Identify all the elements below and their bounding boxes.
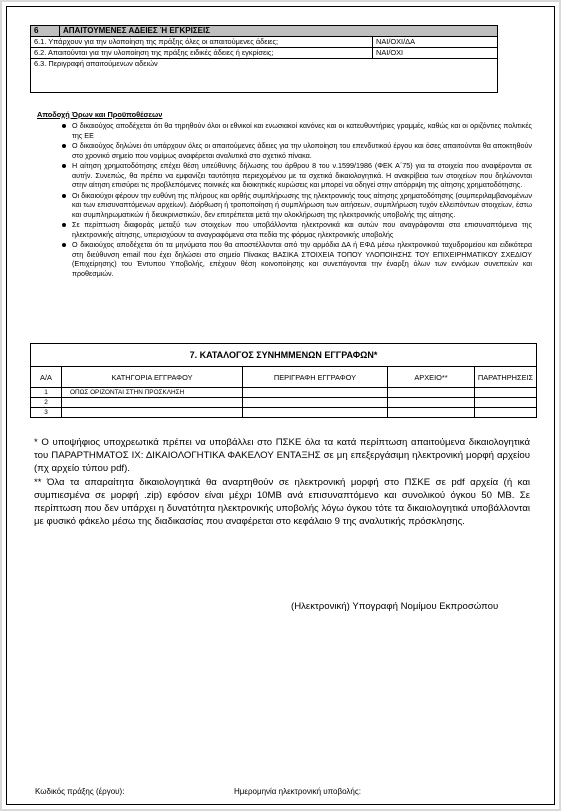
row-aa: 2 xyxy=(31,398,62,408)
section6-title: ΑΠΑΙΤΟΥΜΕΝΕΣ ΑΔΕΙΕΣ Ή ΕΓΚΡΙΣΕΙΣ xyxy=(60,26,498,37)
table-row xyxy=(31,398,537,408)
row-remarks[interactable] xyxy=(475,398,537,408)
row-aa: 3 xyxy=(31,408,62,418)
section6-row-value[interactable]: ΝΑΙ/ΟΧΙ xyxy=(373,48,498,59)
section6-row-label: 6.2. Απαιτούνται για την υλοποίηση της πράξης ειδικές άδειες ή εγκρίσεις; xyxy=(31,48,373,59)
column-header-remarks: ΠΑΡΑΤΗΡΗΣΕΙΣ xyxy=(475,367,537,388)
terms-item: Η αίτηση χρηματοδότησης επέχει θέση υπεύθυνης δήλωσης του άρθρου 8 του ν.1599/1986 (ΦΕΚ Α΄75) για τα στοιχεία που αναφέρονται σε αυτήν. Συνεπώς, θα πρέπει να εμφανίζει ταυτότητα περιεχομένου με τα σχετικά δικαιολογητικά. Η ανακρίβεια των στοιχείων που δηλώνονται στην αίτηση επισύρει τις προβλεπόμενες ποινικές και διοικητικές κυρώσεις και μπορεί να οδηγεί στην απόρριψη της αίτησης χρηματοδότησης. xyxy=(62,161,532,190)
row-remarks[interactable] xyxy=(475,388,537,398)
note-required-documents: * Ο υποψήφιος υποχρεωτικά πρέπει να υποβάλλει στο ΠΣΚΕ όλα τα κατά περίπτωση απαιτούμενα δικαιολογητικά του ΠΑΡΑΡΤΗΜΑΤΟΣ ΙΧ: ΔΙΚΑΙΟΛΟΓΗΤΙΚΑ ΦΑΚΕΛΟΥ ΕΝΤΑΞΗΣ σε μη επεξεργάσιμη ηλεκτρονική μορφή αρχείου (πχ αρχείο τύπου pdf). xyxy=(34,437,530,475)
terms-item: Σε περίπτωση διαφοράς μεταξύ των στοιχείων που υποβάλλονται ηλεκτρονικά και αυτών που αναγράφονται στα επισυναπτόμενα της ηλεκτρονικής αίτησης, υπερισχύουν τα αναγραφόμενα στα πεδία της φόρμας ηλεκτρονικής υποβολής xyxy=(62,220,532,239)
terms-item: Ο δικαιούχος δηλώνει ότι υπάρχουν όλες οι απαιτούμενες άδειες για την υλοποίηση του επενδυτικού έργου και όσες απαιτούνται θα αποκτηθούν στο χρονικό σημείο που νομίμως αναφέρεται αναλυτικά στο σχετικό πίνακα. xyxy=(62,141,532,160)
column-header-description: ΠΕΡΙΓΡΑΦΗ ΕΓΓΡΑΦΟΥ xyxy=(243,367,388,388)
row-description[interactable] xyxy=(243,398,388,408)
section6-header xyxy=(31,26,498,37)
row-category[interactable] xyxy=(62,408,243,418)
section6-row-label: 6.1. Υπάρχουν για την υλοποίηση της πράξης όλες οι απαιτούμενες άδειες; xyxy=(31,37,373,48)
column-header-aa: Α/Α xyxy=(31,367,62,388)
section6-row xyxy=(31,59,498,93)
row-aa: 1 xyxy=(31,388,62,398)
submission-date-label: Ημερομηνία ηλεκτρονική υποβολής: xyxy=(234,787,361,796)
section6-row-label[interactable]: 6.3. Περιγραφή απαιτούμενων αδειών xyxy=(31,59,498,93)
project-code-label: Κωδικός πράξης (έργου): xyxy=(35,787,125,796)
section7-column-headers xyxy=(31,367,537,388)
section7-title: 7. ΚΑΤΑΛΟΓΟΣ ΣΥΝΗΜΜΕΝΩΝ ΕΓΓΡΑΦΩΝ* xyxy=(31,344,537,367)
signature-label: (Ηλεκτρονική) Υπογραφή Νομίμου Εκπροσώπου xyxy=(291,601,499,612)
row-file[interactable] xyxy=(388,398,475,408)
row-description[interactable] xyxy=(243,388,388,398)
terms-item: Οι δικαιούχοι φέρουν την ευθύνη της πλήρους και ορθής συμπλήρωσης της ηλεκτρονικής τους αίτησης χρηματοδότησης (συμπεριλαμβανομένων και των επισυναπτόμενων αρχείων). Διόρθωση ή τροποποίηση ή συμπλήρωση των αιτήσεων, συμπλήρωση τυχόν ελλειπόντων στοιχείων, έστω και συμπληρωματικών ή διευκρινιστικών, δεν επιτρέπεται μετά την ολοκλήρωση της ηλεκτρονικής υποβολής της αίτησης. xyxy=(62,191,532,220)
column-header-category: ΚΑΤΗΓΟΡΙΑ ΕΓΓΡΑΦΟΥ xyxy=(62,367,243,388)
section6-table xyxy=(30,25,498,93)
terms-item: Ο δικαιούχος αποδέχεται ότι τα μηνύματα που θα αποστέλλονται από την αρμόδια ΔΑ ή ΕΦΔ μέσω ηλεκτρονικού ταχυδρομείου και ειδικότερα στη διεύθυνση email που έχει δηλώσει στο σημείο Πίνακας ΒΑΣΙΚΑ ΣΤΟΙΧΕΙΑ ΤΟΠΟΥ ΥΛΟΠΟΙΗΣΗΣ ΤΟΥ ΕΠΙΧΕΙΡΗΜΑΤΙΚΟΥ ΣΧΕΔΙΟΥ (Επιχείρησης) του Έντυπου Υποβολής, επέχουν θέση κοινοποίησης και συνεπάγονται την έναρξη όλων των εννόμων συνεπειών και προθεσμιών. xyxy=(62,240,532,278)
row-file[interactable] xyxy=(388,408,475,418)
row-description[interactable] xyxy=(243,408,388,418)
section6-row xyxy=(31,37,498,48)
terms-title: Αποδοχή Όρων και Προϋποθέσεων xyxy=(37,110,163,119)
section6-row xyxy=(31,48,498,59)
terms-item: Ο δικαιούχος αποδέχεται ότι θα τηρηθούν όλοι οι εθνικοί και ενωσιακοί κανόνες και οι κατευθυντήριες γραμμές, καθώς και οι οριζόντιες πολιτικές της ΕΕ xyxy=(62,121,532,140)
terms-list xyxy=(62,121,532,279)
table-row xyxy=(31,408,537,418)
row-category[interactable]: ΟΠΩΣ ΟΡΙΖΟΝΤΑΙ ΣΤΗΝ ΠΡΟΣΚΛΗΣΗ xyxy=(62,388,243,398)
note-file-upload: ** Όλα τα απαραίτητα δικαιολογητικά θα αναρτηθούν σε ηλεκτρονική μορφή στο ΠΣΚΕ σε pdf αρχεία (ή και συμπιεσμένα σε μορφή .zip) εφόσον είναι μέχρι 10ΜΒ ανά επισυναπτόμενο και συνολικού όγκου 50 ΜΒ. Σε περίπτωση που δεν υπάρχει η δυνατότητα ηλεκτρονικής υποβολής λόγω όγκου τότε τα δικαιολογητικά υποβάλλονται με φυσικό φάκελο μέσω της διαδικασίας που αναφέρεται στο κεφάλαιο 9 της αναλυτικής πρόσκλησης. xyxy=(34,476,530,528)
row-category[interactable] xyxy=(62,398,243,408)
row-file[interactable] xyxy=(388,388,475,398)
section6-row-value[interactable]: ΝΑΙ/ΟΧΙ/ΔΑ xyxy=(373,37,498,48)
section7-table xyxy=(30,343,537,418)
section7-title-row xyxy=(31,344,537,367)
notes xyxy=(34,436,530,528)
row-remarks[interactable] xyxy=(475,408,537,418)
table-row xyxy=(31,388,537,398)
section6-number: 6 xyxy=(31,26,60,37)
column-header-file: ΑΡΧΕΙΟ** xyxy=(388,367,475,388)
